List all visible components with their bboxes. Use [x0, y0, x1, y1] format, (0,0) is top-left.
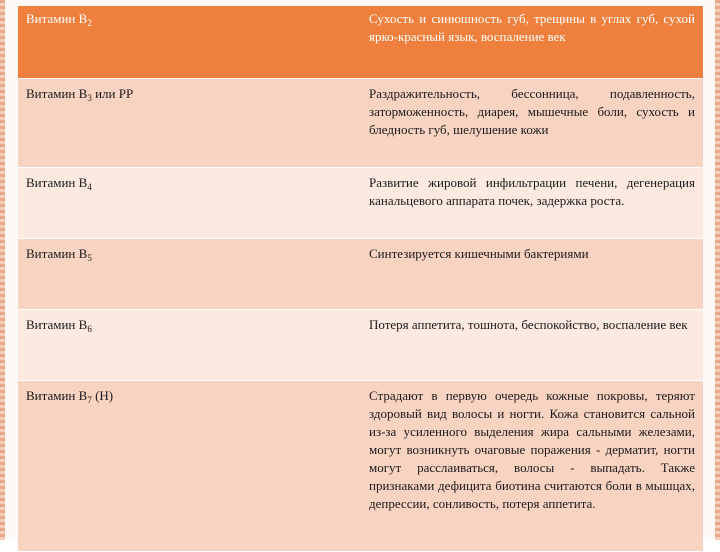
vitamin-name: Витамин В [26, 86, 88, 101]
table-row [18, 168, 703, 239]
vitamin-name-suffix: (Н) [91, 388, 114, 403]
table-row [18, 6, 703, 79]
table-row [18, 310, 703, 381]
symptoms-cell: Развитие жировой инфильтрации печени, дегенерация канальцевого аппарата почек, задержка роста. [361, 168, 703, 239]
vitamin-name: Витамин В [26, 11, 88, 26]
vitamin-subscript: 2 [87, 18, 92, 28]
vitamin-name-cell [18, 6, 361, 79]
vitamin-subscript: 4 [87, 182, 92, 192]
symptoms-cell: Синтезируется кишечными бактериями [361, 239, 703, 310]
vitamin-name-cell [18, 310, 361, 381]
vitamin-subscript: 3 [87, 93, 92, 103]
vitamin-name-cell [18, 381, 361, 552]
table-row [18, 239, 703, 310]
symptoms-cell: Потеря аппетита, тошнота, беспокойство, воспаление век [361, 310, 703, 381]
vitamin-subscript: 5 [87, 253, 92, 263]
symptoms-cell: Страдают в первую очередь кожные покровы, теряют здоровый вид волосы и ногти. Кожа становится сальной из-за усиленного выделения жира сальными железами, могут возникнуть очаговые поражения - дерматит, ногти могут расслаиваться, волосы - выпадать. Также признаками дефицита биотина считаются боли в мышцах, депрессии, сонливость, потеря аппетита. [361, 381, 703, 552]
vitamin-name-cell [18, 168, 361, 239]
table-row [18, 381, 703, 552]
vitamin-name: Витамин В [26, 388, 88, 403]
vitamin-name-cell [18, 79, 361, 168]
symptoms-cell: Раздражительность, бессонница, подавленность, заторможенность, диарея, мышечные боли, сухость и бледность губ, шелушение кожи [361, 79, 703, 168]
vitamin-name: Витамин В [26, 175, 88, 190]
slide-left-border [0, 0, 5, 540]
vitamin-name-suffix: или РР [91, 86, 134, 101]
vitamin-name-cell [18, 239, 361, 310]
table-row [18, 79, 703, 168]
vitamin-subscript: 7 [87, 395, 92, 405]
vitamin-name: Витамин В [26, 246, 88, 261]
vitamin-name: Витамин В [26, 317, 88, 332]
vitamin-subscript: 6 [87, 324, 92, 334]
vitamin-deficiency-table [18, 6, 703, 552]
symptoms-cell: Сухость и синюшность губ, трещины в углах губ, сухой ярко-красный язык, воспаление век [361, 6, 703, 79]
slide-right-border [715, 0, 720, 540]
